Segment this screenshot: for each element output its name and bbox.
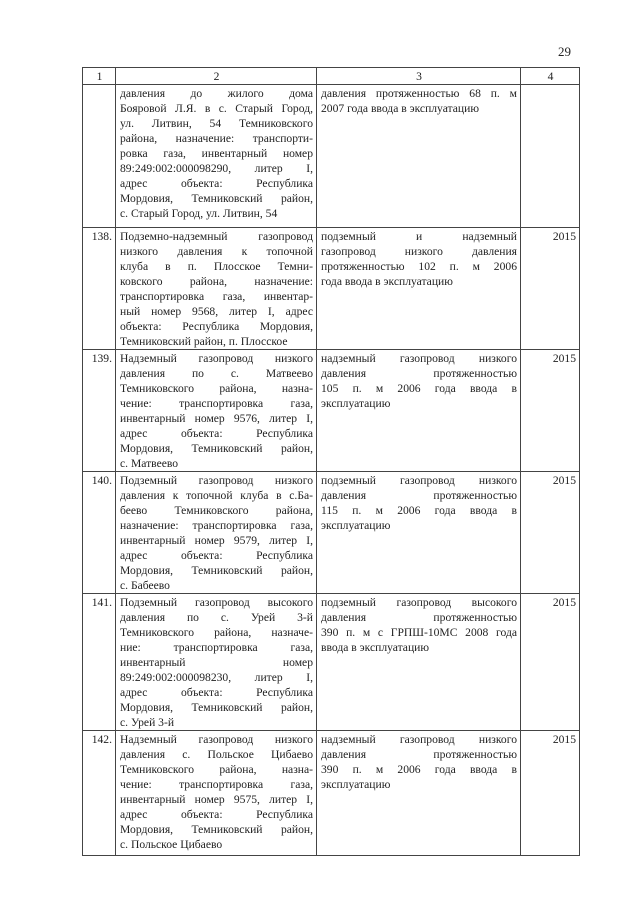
object-name-line: Темниковского района, назна- bbox=[120, 382, 313, 395]
object-name-line: Мордовия, Темниковский район, bbox=[120, 823, 313, 836]
object-name-line: Темниковского района, назначе- bbox=[120, 626, 313, 639]
object-name-cell bbox=[116, 350, 317, 472]
object-name-line: клуба в п. Плосское Темни- bbox=[120, 260, 313, 273]
object-name-line: ковского района, назначение: bbox=[120, 275, 313, 288]
row-number bbox=[83, 85, 116, 228]
table-row bbox=[83, 85, 580, 228]
object-name-line: 89:249:002:000098290, литер I, bbox=[120, 162, 313, 175]
object-name-line: Бояровой Л.Я. в с. Старый Город, bbox=[120, 102, 313, 115]
object-description-line: года ввода в эксплуатацию bbox=[321, 275, 453, 288]
object-name-line: назначение: транспортировка газа, bbox=[120, 519, 313, 532]
column-number-row bbox=[83, 68, 580, 85]
object-name-cell bbox=[116, 594, 317, 731]
object-name-line: инвентарный номер 9576, литер I, bbox=[120, 412, 313, 425]
page-number: 29 bbox=[558, 44, 571, 59]
object-name-line: чение: транспортировка газа, bbox=[120, 397, 313, 410]
table-row bbox=[83, 350, 580, 472]
object-name-line: 89:249:002:000098230, литер I, bbox=[120, 671, 313, 684]
object-name-line: низкого давления к топочной bbox=[120, 245, 313, 258]
object-name-line: давления по с. Матвеево bbox=[120, 367, 313, 380]
object-name-line: инвентарный номер 9575, литер I, bbox=[120, 793, 313, 806]
year-cell: 2015 bbox=[521, 472, 580, 594]
object-description-cell bbox=[317, 731, 521, 856]
object-description-line: протяженностью 102 п. м 2006 bbox=[321, 260, 517, 273]
column-number-1: 1 bbox=[83, 68, 116, 85]
table-body bbox=[83, 85, 580, 856]
table-header bbox=[83, 68, 580, 85]
property-registry-table bbox=[82, 67, 580, 856]
object-name-line: беево Темниковского района, bbox=[120, 504, 313, 517]
object-description-cell bbox=[317, 472, 521, 594]
object-name-line: Подземно-надземный газопровод bbox=[120, 230, 313, 243]
year-cell: 2015 bbox=[521, 228, 580, 350]
object-description-line: давления протяженностью bbox=[321, 611, 517, 624]
table-row bbox=[83, 228, 580, 350]
object-name-line: Темниковский район, п. Плосское bbox=[120, 335, 288, 348]
object-description-line: надземный газопровод низкого bbox=[321, 733, 517, 746]
object-name-line: Надземный газопровод низкого bbox=[120, 733, 313, 746]
column-number-4: 4 bbox=[521, 68, 580, 85]
object-description-line: подземный и надземный bbox=[321, 230, 517, 243]
object-name-line: Мордовия, Темниковский район, bbox=[120, 192, 313, 205]
object-description-line: 115 п. м 2006 года ввода в bbox=[321, 504, 517, 517]
object-description-line: 2007 года ввода в эксплуатацию bbox=[321, 102, 479, 115]
object-description-line: давления протяженностью bbox=[321, 489, 517, 502]
object-description-line: эксплуатацию bbox=[321, 397, 391, 410]
object-description-line: давления протяженностью 68 п. м bbox=[321, 87, 517, 100]
object-name-line: давления по с. Урей 3-й bbox=[120, 611, 313, 624]
object-description-cell bbox=[317, 594, 521, 731]
table-row bbox=[83, 594, 580, 731]
object-name-line: Мордовия, Темниковский район, bbox=[120, 701, 313, 714]
year-cell: 2015 bbox=[521, 594, 580, 731]
object-name-line: Подземный газопровод низкого bbox=[120, 474, 313, 487]
year-cell: 2015 bbox=[521, 731, 580, 856]
object-name-line: транспортировка газа, инвентар- bbox=[120, 290, 313, 303]
object-name-line: ул. Литвин, 54 Темниковского bbox=[120, 117, 313, 130]
object-description-cell bbox=[317, 350, 521, 472]
object-name-cell bbox=[116, 228, 317, 350]
object-name-cell bbox=[116, 85, 317, 228]
object-name-line: инвентарный номер 9579, литер I, bbox=[120, 534, 313, 547]
object-description-line: ввода в эксплуатацию bbox=[321, 641, 430, 654]
object-description-line: давления протяженностью bbox=[321, 367, 517, 380]
object-description-line: надземный газопровод низкого bbox=[321, 352, 517, 365]
object-description-line: 390 п. м 2006 года ввода в bbox=[321, 763, 517, 776]
object-name-line: с. Старый Город, ул. Литвин, 54 bbox=[120, 207, 278, 220]
object-name-line: с. Урей 3-й bbox=[120, 716, 175, 729]
year-cell: 2015 bbox=[521, 350, 580, 472]
row-number: 139. bbox=[83, 350, 116, 472]
row-number: 142. bbox=[83, 731, 116, 856]
object-name-cell bbox=[116, 472, 317, 594]
object-name-line: адрес объекта: Республика bbox=[120, 177, 313, 190]
object-name-cell bbox=[116, 731, 317, 856]
object-description-line: газопровод низкого давления bbox=[321, 245, 517, 258]
year-cell bbox=[521, 85, 580, 228]
object-name-line: инвентарный номер bbox=[120, 656, 313, 669]
object-name-line: адрес объекта: Республика bbox=[120, 549, 313, 562]
object-name-line: ровка газа, инвентарный номер bbox=[120, 147, 313, 160]
row-number: 138. bbox=[83, 228, 116, 350]
table-row bbox=[83, 731, 580, 856]
object-description-line: 105 п. м 2006 года ввода в bbox=[321, 382, 517, 395]
object-name-line: Темниковского района, назна- bbox=[120, 763, 313, 776]
object-name-line: Мордовия, Темниковский район, bbox=[120, 564, 313, 577]
object-name-line: объекта: Республика Мордовия, bbox=[120, 320, 313, 333]
table-row bbox=[83, 472, 580, 594]
object-name-line: давления с. Польское Цибаево bbox=[120, 748, 313, 761]
object-name-line: с. Матвеево bbox=[120, 457, 179, 470]
object-name-line: с. Бабеево bbox=[120, 579, 170, 592]
object-description-line: 390 п. м с ГРПШ-10МС 2008 года bbox=[321, 626, 517, 639]
object-name-line: давления до жилого дома bbox=[120, 87, 313, 100]
column-number-3: 3 bbox=[317, 68, 521, 85]
row-number: 140. bbox=[83, 472, 116, 594]
object-description-line: эксплуатацию bbox=[321, 778, 391, 791]
object-description-cell bbox=[317, 85, 521, 228]
object-name-line: Подземный газопровод высокого bbox=[120, 596, 313, 609]
object-name-line: чение: транспортировка газа, bbox=[120, 778, 313, 791]
object-name-line: с. Польское Цибаево bbox=[120, 838, 223, 851]
object-name-line: Мордовия, Темниковский район, bbox=[120, 442, 313, 455]
object-description-line: подземный газопровод низкого bbox=[321, 474, 517, 487]
object-description-cell bbox=[317, 228, 521, 350]
object-name-line: Надземный газопровод низкого bbox=[120, 352, 313, 365]
object-name-line: адрес объекта: Республика bbox=[120, 686, 313, 699]
column-number-2: 2 bbox=[116, 68, 317, 85]
object-description-line: эксплуатацию bbox=[321, 519, 391, 532]
object-name-line: района, назначение: транспорти- bbox=[120, 132, 313, 145]
row-number: 141. bbox=[83, 594, 116, 731]
object-name-line: давления к топочной клуба в с.Ба- bbox=[120, 489, 313, 502]
object-name-line: ный номер 9568, литер I, адрес bbox=[120, 305, 313, 318]
object-name-line: адрес объекта: Республика bbox=[120, 427, 313, 440]
object-name-line: адрес объекта: Республика bbox=[120, 808, 313, 821]
object-name-line: ние: транспортировка газа, bbox=[120, 641, 313, 654]
object-description-line: подземный газопровод высокого bbox=[321, 596, 517, 609]
object-description-line: давления протяженностью bbox=[321, 748, 517, 761]
